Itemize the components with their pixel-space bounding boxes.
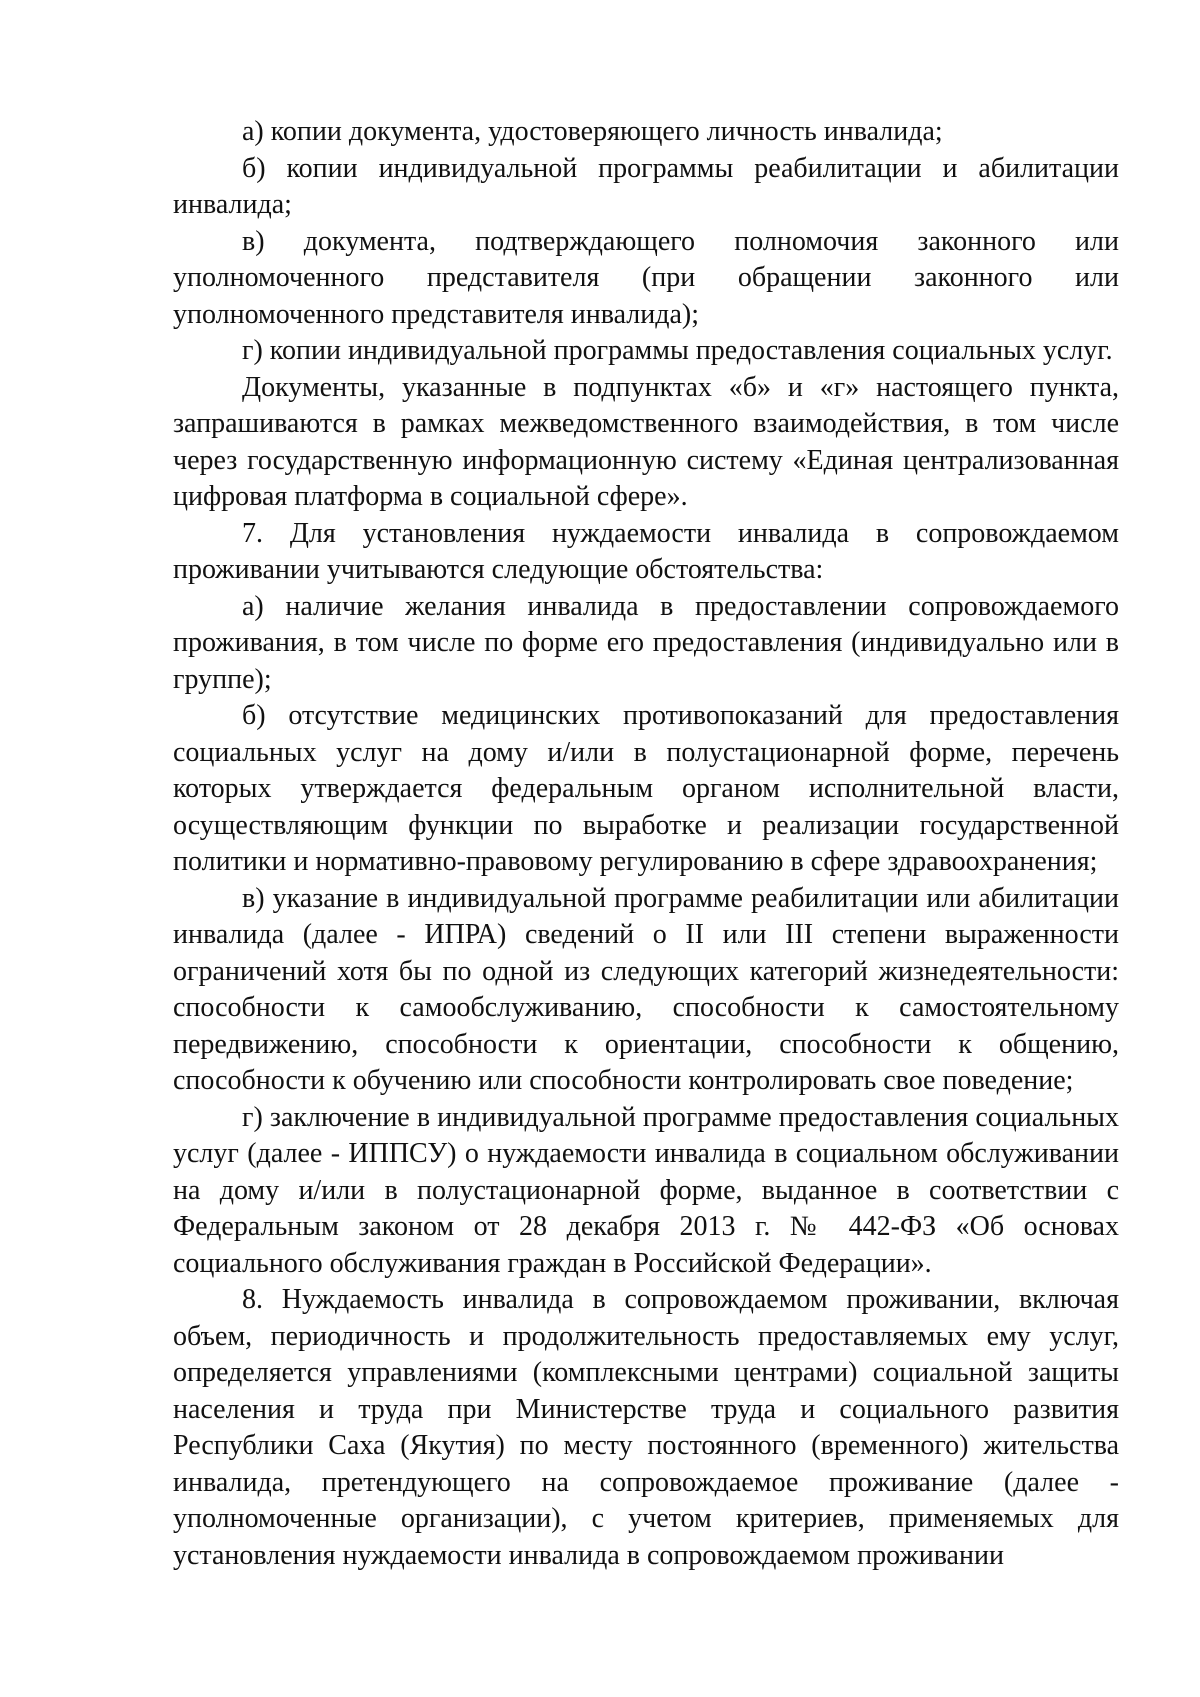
paragraph-interagency-request: Документы, указанные в подпунктах «б» и «г» настоящего пункта, запрашиваются в рамках межведомственного взаимодействия, в том числе через государственную информационную систему «Единая централизованная цифровая платформа в социальной сфере». [173, 371, 1119, 512]
paragraph-g-ippsu-copy: г) копии индивидуальной программы предоставления социальных услуг. [242, 335, 1113, 366]
paragraph-7b-contraindications: б) отсутствие медицинских противопоказаний для предоставления социальных услуг на дому и/или в полустационарной форме, перечень которых утверждается федеральным органом исполнительной власти, осуществляющим функции по выработке и реализации государственной политики и нормативно-правовому регулированию в сфере здравоохранения; [173, 700, 1119, 877]
document-body [173, 114, 1119, 1574]
paragraph-7-need-criteria: 7. Для установления нуждаемости инвалида в сопровождаемом проживании учитываются следующие обстоятельства: [173, 517, 1119, 585]
paragraph-7v-ipra-limitations: в) указание в индивидуальной программе реабилитации или абилитации инвалида (далее - ИПРА) сведений о II или III степени выраженности ограничений хотя бы по одной из следующих категорий жизнедеятельности: способности к самообслуживанию, способности к самостоятельному передвижению, способности к ориентации, способности к общению, способности к обучению или способности контролировать свое поведение; [173, 882, 1119, 1096]
paragraph-7g-ippsu-conclusion: г) заключение в индивидуальной программе предоставления социальных услуг (далее - ИППСУ) о нуждаемости инвалида в социальном обслуживании на дому и/или в полустационарной форме, выданное в соответствии с Федеральным законом от 28 декабря 2013 г. № 442-ФЗ «Об основах социального обслуживания граждан в Российской Федерации». [173, 1101, 1119, 1279]
paragraph-7a-desire: а) наличие желания инвалида в предоставлении сопровождаемого проживания, в том числе по форме его предоставления (индивидуально или в группе); [173, 590, 1119, 695]
paragraph-b-ipra-copy: б) копии индивидуальной программы реабилитации и абилитации инвалида; [173, 152, 1119, 220]
paragraph-8-need-determination: 8. Нуждаемость инвалида в сопровождаемом проживании, включая объем, периодичность и продолжительность предоставляемых ему услуг, определяется управлениями (комплексными центрами) социальной защиты населения и труда при Министерстве труда и социального развития Республики Саха (Якутия) по месту постоянного (временного) жительства инвалида, претендующего на сопровождаемое проживание (далее - уполномоченные организации), с учетом критериев, применяемых для установления нуждаемости инвалида в сопровождаемом проживании [173, 1284, 1119, 1571]
paragraph-v-representative-document: в) документа, подтверждающего полномочия законного или уполномоченного представителя (при обращении законного или уполномоченного представителя инвалида); [173, 225, 1119, 330]
paragraph-a-identity-copy: а) копии документа, удостоверяющего личность инвалида; [242, 116, 943, 147]
